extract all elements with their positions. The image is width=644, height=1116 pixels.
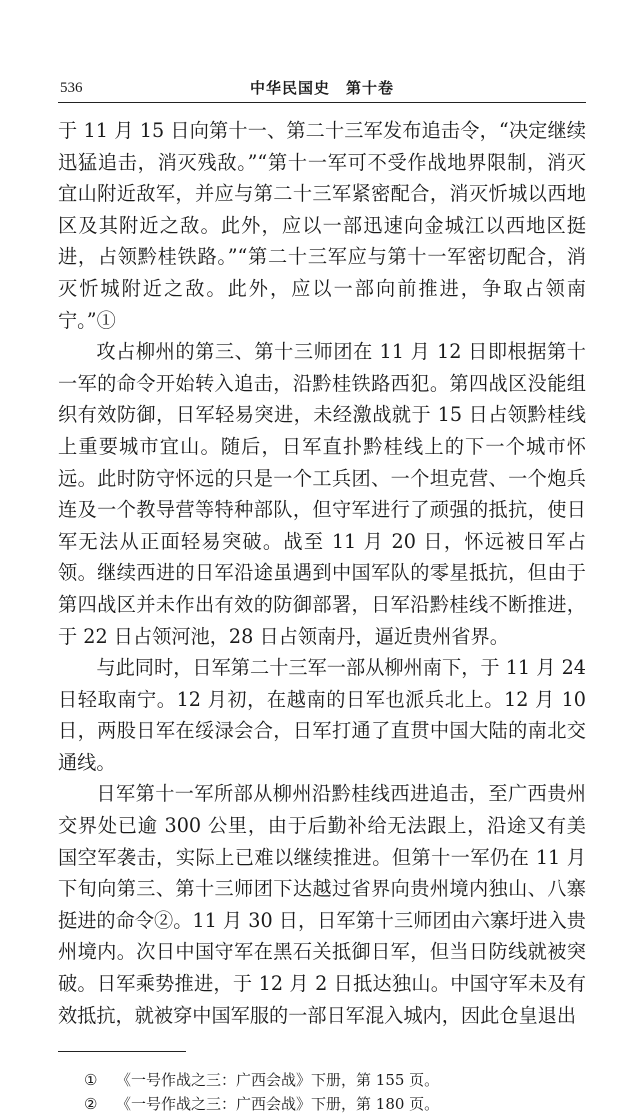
book-page xyxy=(58,78,586,1116)
footnote xyxy=(58,1092,586,1116)
running-title: 中华民国史 第十卷 xyxy=(249,79,394,97)
footnote-text: 《一号作战之三：广西会战》下册，第 180 页。 xyxy=(116,1095,440,1114)
header-rule xyxy=(58,102,586,103)
footnote-mark: ② xyxy=(84,1095,98,1114)
footnote-text: 《一号作战之三：广西会战》下册，第 155 页。 xyxy=(116,1071,440,1090)
body-text xyxy=(58,115,586,1031)
paragraph-continued: 于 11 月 15 日向第十一、第二十三军发布追击令，“决定继续迅猛追击，消灭残敌。”“第十一军可不受作战地界限制，消灭宜山附近敌军，并应与第二十三军紧密配合，消灭忻城以西地区及其附近之敌。此外，应以一部迅速向金城江以西地区挺进，占领黔桂铁路。”“第二十三军应与第十一军密切配合，消灭忻城附近之敌。此外，应以一部向前推进，争取占领南宁。”① xyxy=(58,119,586,332)
footnote-mark: ① xyxy=(84,1071,98,1090)
running-header xyxy=(58,78,586,100)
paragraph: 攻占柳州的第三、第十三师团在 11 月 12 日即根据第十一军的命令开始转入追击，沿黔桂铁路西犯。第四战区没能组织有效防御，日军轻易突进，未经激战就于 15 日占领黔桂线上重要城市宜山。随后，日军直扑黔桂线上的下一个城市怀远。此时防守怀远的只是一个工兵团、一个坦克营、一个炮兵连及一个教导营等特种部队，但守军进行了顽强的抵抗，使日军无法从正面轻易突破。战至 11 月 20 日，怀远被日军占领。继续西进的日军沿途虽遇到中国军队的零星抵抗，但由于第四战区并未作出有效的防御部署，日军沿黔桂线不断推进，于 22 日占领河池，28 日占领南丹，逼近贵州省界。 xyxy=(58,340,586,648)
page-number: 536 xyxy=(60,80,83,96)
footnote-rule xyxy=(58,1051,186,1052)
paragraph: 与此同时，日军第二十三军一部从柳州南下，于 11 月 24 日轻取南宁。12 月初，在越南的日军也派兵北上。12 月 10 日，两股日军在绥渌会合，日军打通了直贯中国大陆的南北交通线。 xyxy=(58,656,586,774)
footnotes xyxy=(58,1068,586,1116)
footnote xyxy=(58,1068,586,1092)
paragraph: 日军第十一军所部从柳州沿黔桂线西进追击，至广西贵州交界处已逾 300 公里，由于后勤补给无法跟上，沿途又有美国空军袭击，实际上已难以继续推进。但第十一军仍在 11 月下旬向第三、第十三师团下达越过省界向贵州境内独山、八寨挺进的命令②。11 月 30 日，日军第十三师团由六寨圩进入贵州境内。次日中国守军在黑石关抵御日军，但当日防线就被突破。日军乘势推进，于 12 月 2 日抵达独山。中国守军未及有效抵抗，就被穿中国军服的一部日军混入城内，因此仓皇退出 xyxy=(58,782,586,1027)
